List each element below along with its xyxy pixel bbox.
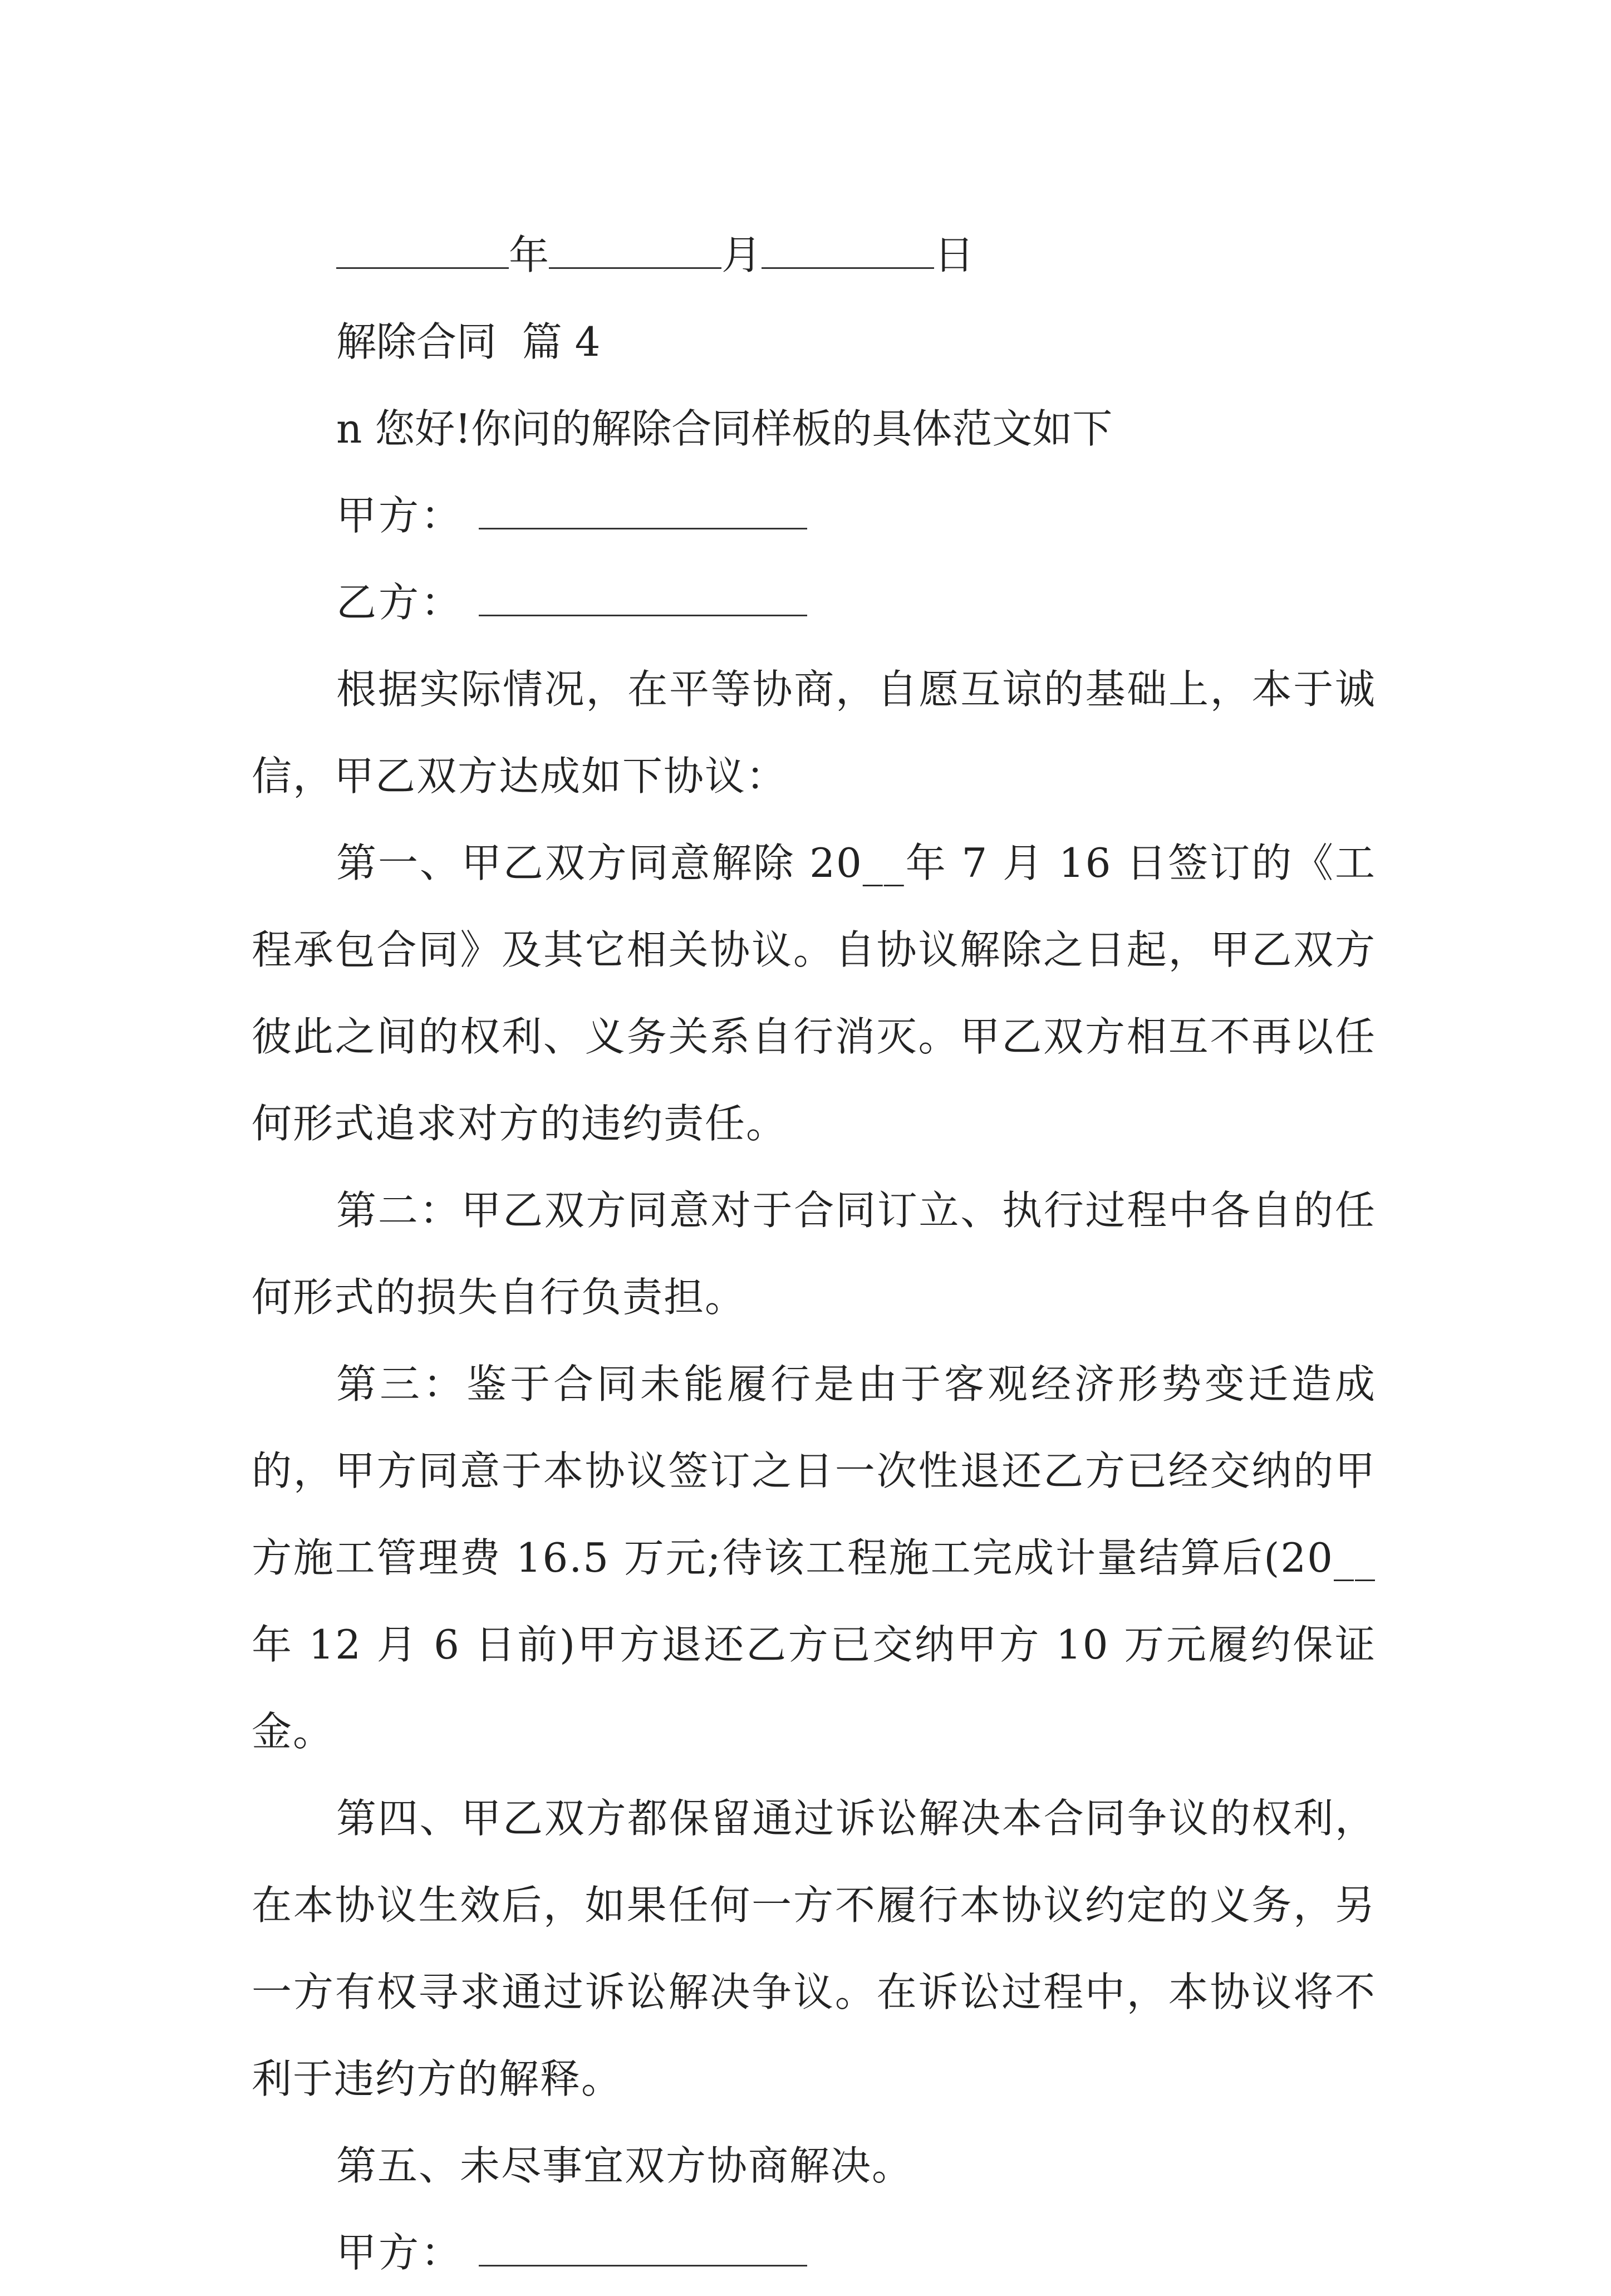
year-blank[interactable] (336, 233, 509, 269)
preamble-paragraph: 根据实际情况，在平等协商，自愿互谅的基础上，本于诚信，甲乙双方达成如下协议： (252, 666, 1376, 799)
party-b-blank[interactable] (479, 580, 807, 616)
clause-4: 第四、甲乙双方都保留通过诉讼解决本合同争议的权利，在本协议生效后，如果任何一方不履行本协议约定的义务，另一方有权寻求通过诉讼解决争议。在诉讼过程中，本协议将不利于违约方的解释。 (252, 1795, 1376, 2102)
signature-blank[interactable] (479, 2230, 807, 2266)
party-b-label: 乙方： (336, 579, 464, 626)
section-heading: 解除合同 篇 4 (336, 318, 601, 365)
signature-line (252, 2209, 1376, 2296)
day-label: 日 (934, 232, 975, 278)
clause-3: 第三：鉴于合同未能履行是由于客观经济形势变迁造成的，甲方同意于本协议签订之日一次性退还乙方已经交纳的甲方施工管理费 16.5 万元;待该工程施工完成计量结算后(20__年 12 月 6 日前)甲方退还乙方已交纳甲方 10 万元履约保证金。 (252, 1361, 1376, 1755)
signature-label: 甲方： (336, 2229, 464, 2276)
day-blank[interactable] (762, 233, 934, 269)
clause-1: 第一、甲乙双方同意解除 20__年 7 月 16 日签订的《工程承包合同》及其它相关协议。自协议解除之日起，甲乙双方彼此之间的权利、义务关系自行消灭。甲乙双方相互不再以任何形式追求对方的违约责任。 (252, 840, 1376, 1147)
party-a-line (252, 472, 1376, 559)
party-b-line (252, 559, 1376, 646)
clause-5: 第五、未尽事宜双方协商解决。 (336, 2142, 913, 2189)
party-a-blank[interactable] (479, 493, 807, 529)
month-label: 月 (721, 232, 762, 278)
clause-2: 第二：甲乙双方同意对于合同订立、执行过程中各自的任何形式的损失自行负责担。 (252, 1187, 1376, 1321)
party-a-label: 甲方： (336, 492, 464, 539)
month-blank[interactable] (549, 233, 721, 269)
intro-text: n 您好!你问的解除合同样板的具体范文如下 (336, 405, 1113, 452)
date-line (252, 212, 1376, 298)
year-label: 年 (509, 232, 549, 278)
document-body (252, 212, 1376, 2296)
